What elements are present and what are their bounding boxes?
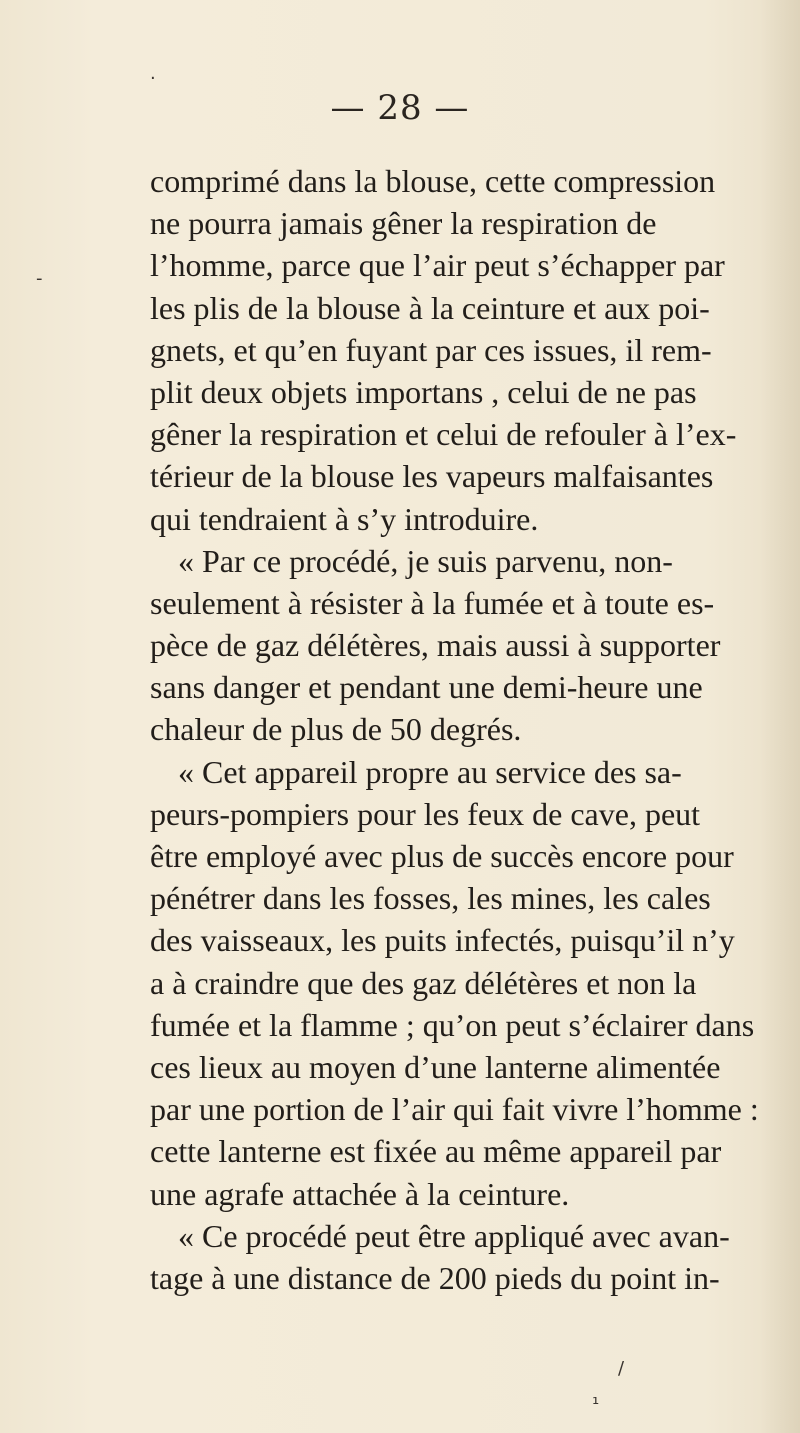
- paragraph-start-line: « Par ce procédé, je suis parvenu, non-: [178, 542, 673, 579]
- text-line: ces lieux au moyen d’une lanterne alimentée: [150, 1048, 721, 1085]
- text-line: chaleur de plus de 50 degrés.: [150, 711, 522, 748]
- text-line: tage à une distance de 200 pieds du point in-: [150, 1259, 720, 1296]
- page-speck: ·: [150, 68, 156, 89]
- page-body-text: [150, 160, 800, 1299]
- text-line: ne pourra jamais gêner la respiration de: [150, 205, 657, 242]
- text-line: pèce de gaz délétères, mais aussi à supporter: [150, 627, 721, 664]
- text-line: gêner la respiration et celui de refouler à l’ex-: [150, 416, 737, 453]
- page-number: — 28 —: [330, 88, 470, 128]
- text-line: térieur de la blouse les vapeurs malfaisantes: [150, 458, 714, 495]
- text-line: gnets, et qu’en fuyant par ces issues, il rem-: [150, 331, 712, 368]
- text-line: comprimé dans la blouse, cette compression: [150, 163, 716, 199]
- text-line: par une portion de l’air qui fait vivre l’homme :: [150, 1091, 759, 1128]
- text-line: seulement à résister à la fumée et à toute es-: [150, 584, 715, 621]
- paragraph-start-line: « Cet appareil propre au service des sa-: [178, 753, 682, 790]
- text-line: sans danger et pendant une demi-heure une: [150, 669, 703, 706]
- text-line: plit deux objets importans , celui de ne pas: [150, 373, 697, 410]
- text-line: pénétrer dans les fosses, les mines, les cales: [150, 880, 711, 917]
- paragraph-start-line: « Ce procédé peut être appliqué avec avan-: [178, 1217, 730, 1254]
- text-line: a à craindre que des gaz délétères et non la: [150, 964, 697, 1001]
- page-speck: ¹: [592, 1394, 600, 1415]
- page-speck: /: [618, 1358, 625, 1379]
- text-line: qui tendraient à s’y introduire.: [150, 500, 539, 537]
- text-line: une agrafe attachée à la ceinture.: [150, 1175, 570, 1212]
- text-line: des vaisseaux, les puits infectés, puisqu’il n’y: [150, 922, 735, 959]
- text-line: être employé avec plus de succès encore pour: [150, 838, 734, 874]
- text-line: fumée et la flamme ; qu’on peut s’éclairer dans: [150, 1006, 755, 1043]
- text-line: l’homme, parce que l’air peut s’échapper par: [150, 247, 725, 284]
- margin-dash: -: [36, 268, 43, 289]
- text-line: peurs-pompiers pour les feux de cave, peut: [150, 795, 701, 832]
- text-line: cette lanterne est fixée au même appareil par: [150, 1133, 722, 1170]
- text-line: les plis de la blouse à la ceinture et aux poi-: [150, 289, 710, 326]
